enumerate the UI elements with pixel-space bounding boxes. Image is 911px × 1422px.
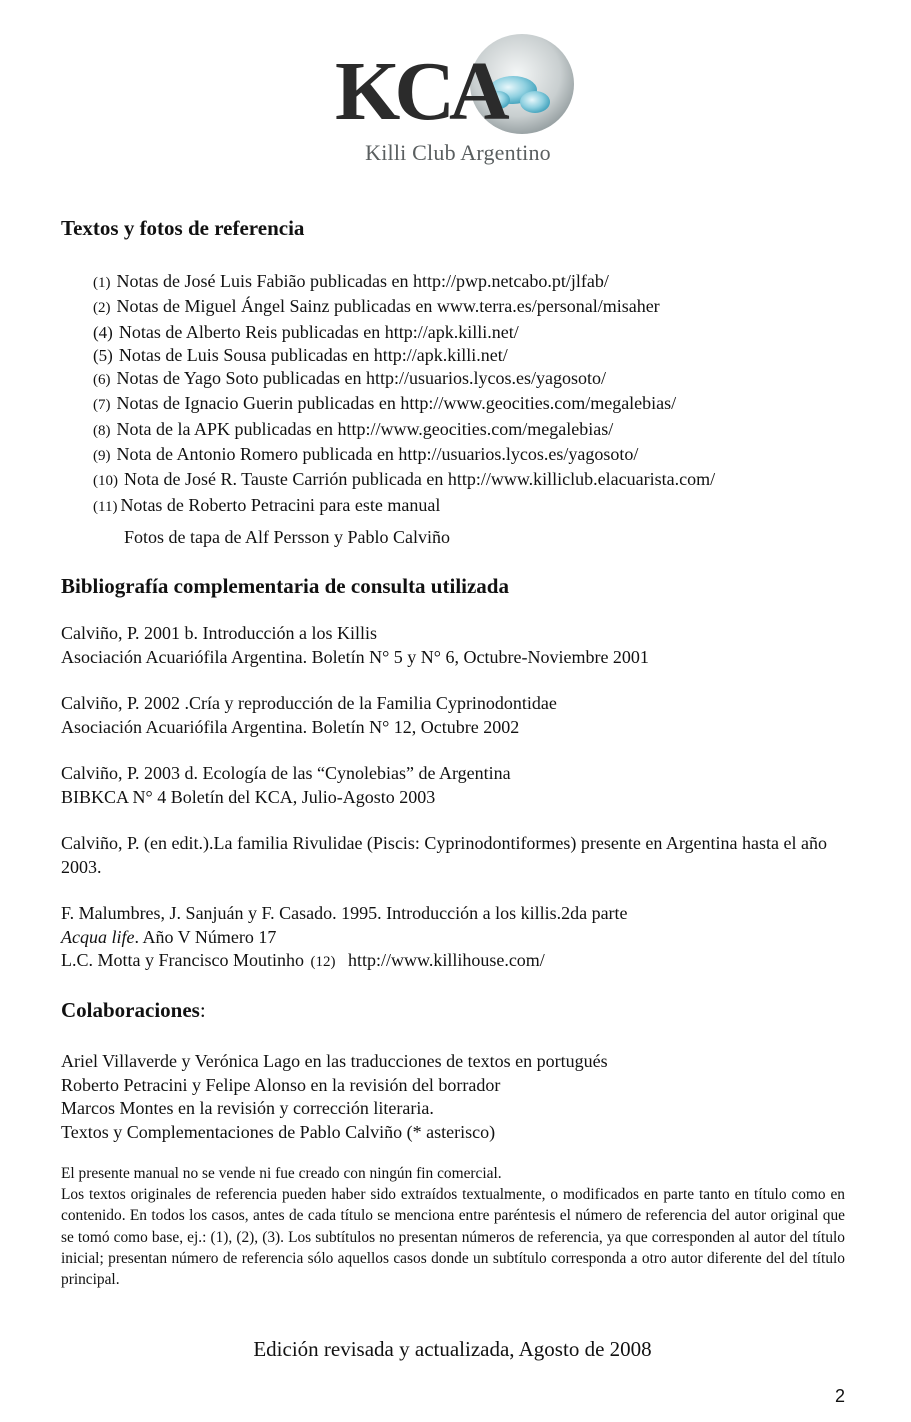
ref-text: Nota de José R. Tauste Carrión publicada en http://www.killiclub.elacuarista.com/: [124, 469, 716, 490]
ref-number: (1): [93, 275, 111, 291]
ref-number: (10): [93, 473, 118, 490]
kca-logo: [325, 32, 585, 172]
ref-number: (8): [93, 422, 111, 439]
ref-number: (4): [93, 322, 113, 342]
edition-note: Edición revisada y actualizada, Agosto de 2008: [253, 1337, 652, 1361]
bib-line: Calviño, P. 2001 b. Introducción a los Killis: [61, 623, 377, 643]
ref-number: (7): [93, 397, 111, 414]
bib-entry: Calviño, P. (en edit.).La familia Rivulidae (Piscis: Cyprinodontiformes) presente en Argentina hasta el año 2003.: [61, 833, 827, 877]
collab-title-text: Colaboraciones: [61, 998, 200, 1022]
list-item: [93, 270, 715, 295]
list-item: [93, 468, 715, 493]
ref-text: Nota de Antonio Romero publicada en http://usuarios.lycos.es/yagosoto/: [116, 444, 639, 465]
bib-entry: [61, 622, 649, 669]
list-item: [93, 367, 715, 392]
bib-authors: L.C. Motta y Francisco Moutinho: [61, 950, 304, 970]
cover-photos-credit: Fotos de tapa de Alf Persson y Pablo Calviño: [124, 527, 450, 547]
bib-line: [61, 926, 628, 950]
bib-line: Asociación Acuariófila Argentina. Boletín N° 5 y N° 6, Octubre-Noviembre 2001: [61, 646, 649, 667]
collab-line: Marcos Montes en la revisión y corrección literaria.: [61, 1098, 434, 1118]
ref-text: Notas de Ignacio Guerin publicadas en http://www.geocities.com/megalebias/: [116, 393, 677, 414]
ref-number: (9): [93, 448, 111, 465]
ref-number: (6): [93, 372, 111, 389]
reference-list: [93, 270, 715, 519]
list-item: [93, 295, 715, 320]
bib-entry: [61, 762, 511, 809]
bib-line: Calviño, P. 2003 d. Ecología de las “Cynolebias” de Argentina: [61, 763, 511, 783]
collab-line: Roberto Petracini y Felipe Alonso en la revisión del borrador: [61, 1074, 501, 1095]
ref-text: Notas de Luis Sousa publicadas en http://apk.killi.net/: [118, 344, 508, 365]
list-item: [93, 494, 715, 519]
ref-text: Nota de la APK publicadas en http://www.geocities.com/megalebias/: [116, 418, 614, 439]
ref-number: (12): [310, 954, 336, 970]
bib-entry: [61, 692, 557, 739]
ref-text: Notas de José Luis Fabião publicadas en http://pwp.netcabo.pt/jlfab/: [116, 271, 609, 291]
section-title-collaborations: [61, 998, 206, 1023]
ref-number: (11): [93, 498, 118, 515]
list-item: [93, 443, 715, 468]
collaborations-list: [61, 1050, 608, 1144]
ref-text: Notas de Alberto Reis publicadas en http://apk.killi.net/: [118, 321, 519, 342]
list-item: [93, 344, 715, 367]
bib-line: F. Malumbres, J. Sanjuán y F. Casado. 1995. Introducción a los killis.2da parte: [61, 903, 628, 923]
bib-line: Calviño, P. 2002 .Cría y reproducción de la Familia Cyprinodontidae: [61, 693, 557, 713]
collab-title-colon: :: [199, 998, 206, 1022]
journal-title: Acqua life: [61, 926, 135, 947]
bib-line: [61, 949, 628, 975]
bib-url: http://www.killihouse.com/: [347, 950, 545, 970]
collab-line: Textos y Complementaciones de Pablo Calviño (* asterisco): [61, 1121, 496, 1142]
disclaimer-paragraph: Los textos originales de referencia pueden haber sido extraídos textualmente, o modificados en parte tanto en título como en contenido. En todos los casos, antes de cada título se menciona entre paréntesis el número de referencia del autor original que se tomó como base, ej.: (1), (2), (3). Los subtítulos no presentan números de referencia, ya que corresponden al autor del título inicial; presentan número de referencia sólo aquellos casos donde un subtítulo corresponda a otro autor diferente del del título principal.: [61, 1186, 845, 1289]
journal-details: . Año V Número 17: [134, 926, 277, 947]
ref-text: Notas de Roberto Petracini para este manual: [120, 494, 441, 515]
ref-text: Notas de Miguel Ángel Sainz publicadas en www.terra.es/personal/misaher: [116, 296, 660, 317]
bib-line: BIBKCA N° 4 Boletín del KCA, Julio-Agosto 2003: [61, 786, 436, 807]
ref-number: (2): [93, 300, 111, 317]
bib-entry: [61, 902, 628, 975]
logo-subtitle: Killi Club Argentino: [365, 140, 551, 165]
section-title-bibliography: Bibliografía complementaria de consulta utilizada: [61, 574, 509, 598]
page-number: 2: [834, 1386, 845, 1406]
disclaimer-line: El presente manual no se vende ni fue creado con ningún fin comercial.: [61, 1165, 502, 1182]
disclaimer: [61, 1163, 845, 1290]
list-item: [93, 392, 715, 417]
list-item: [93, 321, 715, 344]
ref-number: (5): [93, 345, 113, 365]
ref-text: Notas de Yago Soto publicadas en http://usuarios.lycos.es/yagosoto/: [116, 368, 606, 389]
section-title-references: Textos y fotos de referencia: [61, 216, 305, 240]
logo-letters: KCA: [335, 45, 504, 138]
bib-line: Asociación Acuariófila Argentina. Boletín N° 12, Octubre 2002: [61, 716, 520, 737]
collab-line: Ariel Villaverde y Verónica Lago en las traducciones de textos en portugués: [61, 1051, 608, 1071]
list-item: [93, 418, 715, 443]
